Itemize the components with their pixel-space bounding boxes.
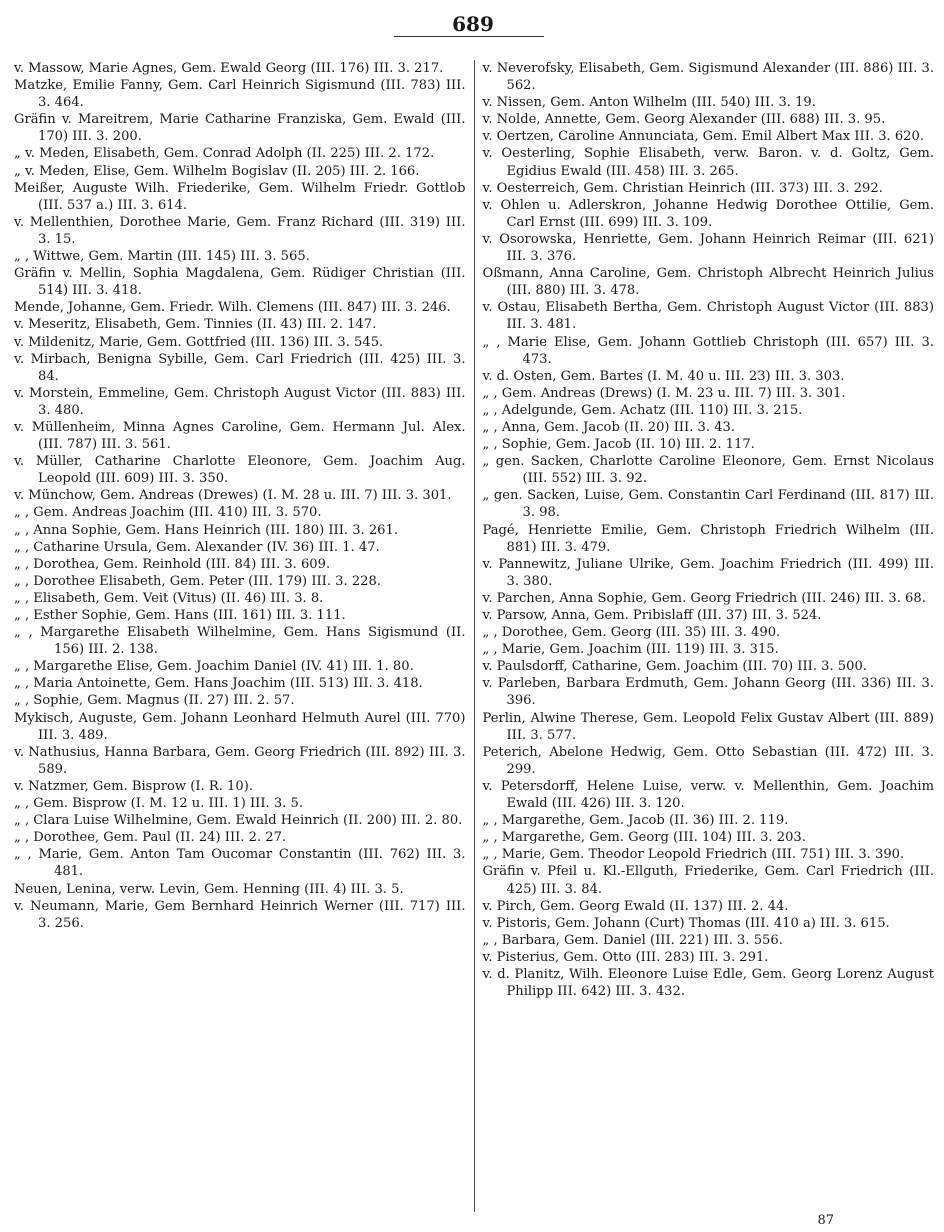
index-entry: v. Oertzen, Caroline Annunciata, Gem. Emil Albert Max III. 3. 620. bbox=[482, 129, 924, 145]
index-entry: „ , Marie, Gem. Theodor Leopold Friedrich (III. 751) III. 3. 390. bbox=[482, 847, 905, 863]
page-number: 689 bbox=[452, 12, 494, 36]
index-entry: „ , Marie, Gem. Joachim (III. 119) III. 3. 315. bbox=[482, 642, 779, 658]
index-entry: Mykisch, Auguste, Gem. Johann Leonhard Helmuth Aurel (III. 770) III. 3. 489. bbox=[14, 710, 466, 743]
index-entry: v. Nathusius, Hanna Barbara, Gem. Georg Friedrich (III. 892) III. 3. 589. bbox=[14, 744, 466, 777]
index-entry: „ , Anna Sophie, Gem. Hans Heinrich (III. 180) III. 3. 261. bbox=[14, 522, 399, 538]
index-columns bbox=[14, 60, 934, 1212]
header-rule bbox=[394, 36, 544, 37]
index-entry: v. Morstein, Emmeline, Gem. Christoph August Victor (III. 883) III. 3. 480. bbox=[14, 385, 466, 418]
index-entry: v. Pisterius, Gem. Otto (III. 283) III. 3. 291. bbox=[482, 949, 769, 965]
index-entry: „ , Clara Luise Wilhelmine, Gem. Ewald Heinrich (II. 200) III. 2. 80. bbox=[14, 813, 463, 829]
index-entry: „ , Wittwe, Gem. Martin (III. 145) III. 3. 565. bbox=[14, 249, 310, 265]
index-entry: Neuen, Lenina, verw. Levin, Gem. Henning (III. 4) III. 3. 5. bbox=[14, 881, 404, 897]
index-entry: v. Parchen, Anna Sophie, Gem. Georg Friedrich (III. 246) III. 3. 68. bbox=[482, 590, 926, 606]
index-entry: „ , Dorothee Elisabeth, Gem. Peter (III. 179) III. 3. 228. bbox=[14, 573, 381, 589]
index-entry: Mende, Johanne, Gem. Friedr. Wilh. Clemens (III. 847) III. 3. 246. bbox=[14, 300, 451, 316]
index-entry: Matzke, Emilie Fanny, Gem. Carl Heinrich Sigismund (III. 783) III. 3. 464. bbox=[14, 78, 466, 111]
left-column bbox=[14, 60, 474, 1212]
index-entry: „ , Marie, Gem. Anton Tam Oucomar Constantin (III. 762) III. 3. 481. bbox=[14, 847, 466, 880]
index-entry: v. Oesterreich, Gem. Christian Heinrich (III. 373) III. 3. 292. bbox=[482, 180, 883, 196]
index-entry: v. Massow, Marie Agnes, Gem. Ewald Georg (III. 176) III. 3. 217. bbox=[14, 61, 444, 76]
index-entry: v. Oesterling, Sophie Elisabeth, verw. Baron. v. d. Goltz, Gem. Egidius Ewald (III. 458) III. 3. 265. bbox=[482, 146, 934, 179]
index-entry: v. Paulsdorff, Catharine, Gem. Joachim (III. 70) III. 3. 500. bbox=[482, 659, 867, 675]
index-entry: „ , Margarethe Elisabeth Wilhelmine, Gem. Hans Sigismund (II. 156) III. 2. 138. bbox=[14, 625, 466, 658]
index-entry: „ , Gem. Andreas Joachim (III. 410) III. 3. 570. bbox=[14, 505, 322, 521]
index-entry: „ , Esther Sophie, Gem. Hans (III. 161) III. 3. 111. bbox=[14, 608, 346, 623]
index-entry: „ , Margarethe, Gem. Jacob (II. 36) III. 2. 119. bbox=[482, 813, 789, 829]
index-entry: v. Neumann, Marie, Gem Bernhard Heinrich Werner (III. 717) III. 3. 256. bbox=[14, 898, 466, 931]
index-entry: „ , Barbara, Gem. Daniel (III. 221) III. 3. 556. bbox=[482, 932, 783, 948]
index-entry: „ , Catharine Ursula, Gem. Alexander (IV. 36) III. 1. 47. bbox=[14, 539, 380, 555]
index-entry: „ , Dorothea, Gem. Reinhold (III. 84) III. 3. 609. bbox=[14, 556, 331, 572]
index-entry: v. Natzmer, Gem. Bisprow (I. R. 10). bbox=[14, 778, 253, 794]
index-entry: „ v. Meden, Elise, Gem. Wilhelm Bogislav (II. 205) III. 2. 166. bbox=[14, 163, 420, 179]
index-entry: Perlin, Alwine Therese, Gem. Leopold Felix Gustav Albert (III. 889) III. 3. 577. bbox=[482, 710, 934, 743]
index-entry: v. Pirch, Gem. Georg Ewald (II. 137) III. 2. 44. bbox=[482, 898, 789, 914]
index-entry: „ , Adelgunde, Gem. Achatz (III. 110) III. 3. 215. bbox=[482, 402, 803, 418]
index-entry: v. Mellenthien, Dorothee Marie, Gem. Franz Richard (III. 319) III. 3. 15. bbox=[14, 214, 466, 247]
index-entry: v. Müller, Catharine Charlotte Eleonore, Gem. Joachim Aug. Leopold (III. 609) III. 3. 350. bbox=[14, 454, 466, 487]
index-entry: v. Nolde, Annette, Gem. Georg Alexander (III. 688) III. 3. 95. bbox=[482, 112, 886, 128]
index-entry: v. Pistoris, Gem. Johann (Curt) Thomas (III. 410 a) III. 3. 615. bbox=[482, 915, 890, 931]
index-entry: „ , Dorothee, Gem. Paul (II. 24) III. 2. 27. bbox=[14, 830, 287, 846]
index-entry: „ , Dorothee, Gem. Georg (III. 35) III. 3. 490. bbox=[482, 625, 781, 641]
index-entry: v. d. Planitz, Wilh. Eleonore Luise Edle, Gem. Georg Lorenz August Philipp III. 642) III. 3. 432. bbox=[482, 966, 934, 1000]
index-entry: v. Parleben, Barbara Erdmuth, Gem. Johann Georg (III. 336) III. 3. 396. bbox=[482, 676, 934, 709]
index-entry: Peterich, Abelone Hedwig, Gem. Otto Sebastian (III. 472) III. 3. 299. bbox=[482, 744, 934, 777]
index-entry: „ , Maria Antoinette, Gem. Hans Joachim (III. 513) III. 3. 418. bbox=[14, 676, 423, 692]
index-entry: v. Pannewitz, Juliane Ulrike, Gem. Joachim Friedrich (III. 499) III. 3. 380. bbox=[482, 556, 934, 589]
index-entry: „ , Sophie, Gem. Magnus (II. 27) III. 2. 57. bbox=[14, 693, 295, 709]
index-entry: v. Münchow, Gem. Andreas (Drewes) (I. M. 28 u. III. 7) III. 3. 301. bbox=[14, 488, 452, 504]
index-entry: v. Müllenheim, Minna Agnes Caroline, Gem. Hermann Jul. Alex. (III. 787) III. 3. 561. bbox=[14, 419, 466, 453]
index-entry: „ , Sophie, Gem. Jacob (II. 10) III. 2. 117. bbox=[482, 437, 755, 453]
index-entry: „ , Elisabeth, Gem. Veit (Vitus) (II. 46) III. 3. 8. bbox=[14, 590, 324, 606]
index-entry: v. Petersdorff, Helene Luise, verw. v. Mellenthin, Gem. Joachim Ewald (III. 426) III. 3. 120. bbox=[482, 778, 934, 812]
index-entry: „ , Marie Elise, Gem. Johann Gottlieb Christoph (III. 657) III. 3. 473. bbox=[482, 334, 934, 367]
index-entry: „ , Margarethe, Gem. Georg (III. 104) III. 3. 203. bbox=[482, 830, 806, 846]
right-column bbox=[474, 60, 935, 1212]
index-entry: v. Osorowska, Henriette, Gem. Johann Heinrich Reimar (III. 621) III. 3. 376. bbox=[482, 231, 934, 265]
index-entry: Gräfin v. Pfeil u. Kl.-Ellguth, Friederike, Gem. Carl Friedrich (III. 425) III. 3. 84. bbox=[482, 864, 934, 897]
index-entry: „ gen. Sacken, Charlotte Caroline Eleonore, Gem. Ernst Nicolaus (III. 552) III. 3. 92. bbox=[482, 454, 934, 487]
index-entry: v. Parsow, Anna, Gem. Pribislaff (III. 37) III. 3. 524. bbox=[482, 608, 822, 623]
index-entry: v. Ohlen u. Adlerskron, Johanne Hedwig Dorothee Ottilie, Gem. Carl Ernst (III. 699) III. 3. 109. bbox=[482, 197, 934, 230]
corner-number: 87 bbox=[817, 1213, 834, 1228]
index-entry: „ , Gem. Bisprow (I. M. 12 u. III. 1) III. 3. 5. bbox=[14, 796, 303, 812]
index-entry: v. d. Osten, Gem. Bartes (I. M. 40 u. III. 23) III. 3. 303. bbox=[482, 368, 845, 384]
index-entry: „ gen. Sacken, Luise, Gem. Constantin Carl Ferdinand (III. 817) III. 3. 98. bbox=[482, 488, 934, 521]
index-entry: Gräfin v. Mareitrem, Marie Catharine Franziska, Gem. Ewald (III. 170) III. 3. 200. bbox=[14, 112, 466, 145]
index-entry: „ , Margarethe Elise, Gem. Joachim Daniel (IV. 41) III. 1. 80. bbox=[14, 659, 414, 675]
index-entry: v. Ostau, Elisabeth Bertha, Gem. Christoph August Victor (III. 883) III. 3. 481. bbox=[482, 300, 934, 333]
index-entry: v. Meseritz, Elisabeth, Gem. Tinnies (II. 43) III. 2. 147. bbox=[14, 317, 377, 333]
index-entry: „ v. Meden, Elisabeth, Gem. Conrad Adolph (II. 225) III. 2. 172. bbox=[14, 146, 435, 162]
index-entry: v. Nissen, Gem. Anton Wilhelm (III. 540) III. 3. 19. bbox=[482, 95, 816, 111]
index-entry: Meißer, Auguste Wilh. Friederike, Gem. Wilhelm Friedr. Gottlob (III. 537 a.) III. 3. 614. bbox=[14, 180, 466, 213]
index-entry: Oßmann, Anna Caroline, Gem. Christoph Albrecht Heinrich Julius (III. 880) III. 3. 478. bbox=[482, 266, 934, 299]
index-entry: Gräfin v. Mellin, Sophia Magdalena, Gem. Rüdiger Christian (III. 514) III. 3. 418. bbox=[14, 266, 466, 299]
index-entry: v. Neverofsky, Elisabeth, Gem. Sigismund Alexander (III. 886) III. 3. 562. bbox=[482, 61, 934, 94]
index-entry: „ , Anna, Gem. Jacob (II. 20) III. 3. 43. bbox=[482, 419, 736, 435]
index-entry: v. Mildenitz, Marie, Gem. Gottfried (III. 136) III. 3. 545. bbox=[14, 334, 384, 350]
index-entry: v. Mirbach, Benigna Sybille, Gem. Carl Friedrich (III. 425) III. 3. 84. bbox=[14, 351, 466, 384]
index-entry: Pagé, Henriette Emilie, Gem. Christoph Friedrich Wilhelm (III. 881) III. 3. 479. bbox=[482, 522, 934, 555]
index-entry: „ , Gem. Andreas (Drews) (I. M. 23 u. III. 7) III. 3. 301. bbox=[482, 385, 846, 401]
